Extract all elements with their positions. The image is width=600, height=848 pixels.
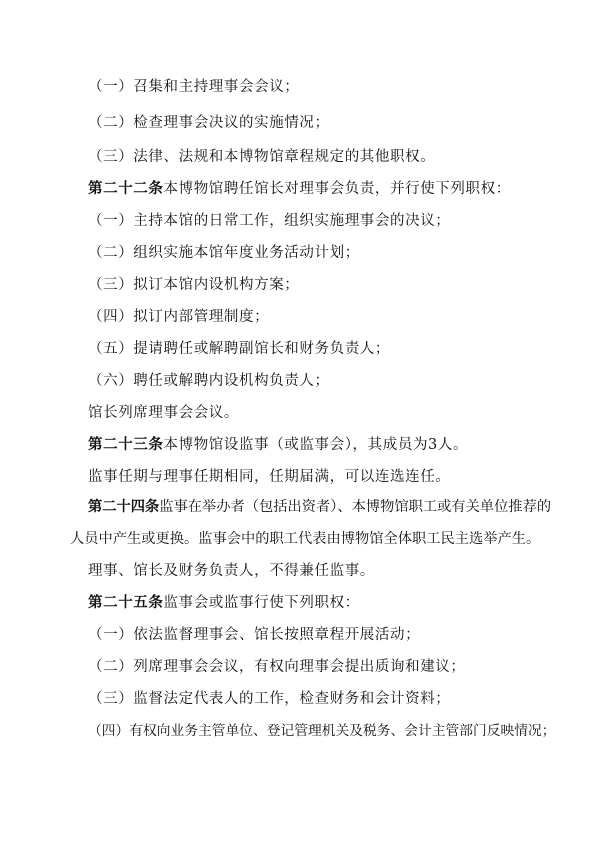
- paragraph-text: 监事任期与理事任期相同，任期届满，可以连选连任。: [88, 469, 451, 485]
- clause-text: （四）拟订内部管理制度；: [88, 309, 270, 325]
- clause-line: [88, 114, 330, 132]
- clause-line: [88, 658, 466, 676]
- clause-line: [88, 722, 556, 740]
- clause-line: [88, 276, 299, 294]
- clause-line: [88, 212, 450, 230]
- clause-text: （一）主持本馆的日常工作，组织实施理事会的决议；: [88, 213, 451, 229]
- clause-line: [88, 340, 390, 358]
- paragraph-text: 理事、馆长及财务负责人，不得兼任监事。: [88, 563, 375, 579]
- paragraph-text: 馆长列席理事会会议。: [88, 405, 239, 421]
- article-number: 第二十四条: [88, 499, 160, 515]
- paragraph-line: [70, 530, 540, 548]
- clause-line: [88, 372, 330, 390]
- paragraph-line: [88, 404, 239, 422]
- article-line: [88, 594, 360, 612]
- article-number: 第二十五条: [88, 594, 164, 611]
- article-text: 监事会或监事行使下列职权：: [163, 595, 360, 611]
- article-line: [88, 436, 468, 454]
- clause-line: [88, 78, 299, 96]
- paragraph-line: [88, 562, 375, 580]
- article-text: 本博物馆聘任馆长对理事会负责，并行使下列职权：: [163, 181, 511, 197]
- clause-text: （二）检查理事会决议的实施情况；: [88, 115, 330, 131]
- clause-text: （二）列席理事会会议，有权向理事会提出质询和建议；: [88, 659, 466, 675]
- clause-line: [88, 626, 420, 644]
- clause-line: [88, 244, 360, 262]
- clause-line: [88, 690, 450, 708]
- article-line: [88, 498, 551, 516]
- clause-text: （一）召集和主持理事会会议；: [88, 79, 300, 95]
- article-text: 监事在举办者（包括出资者）、本博物馆职工或有关单位推荐的: [159, 499, 552, 515]
- clause-text: （一）依法监督理事会、馆长按照章程开展活动；: [88, 627, 421, 643]
- paragraph-text: 人员中产生或更换。监事会中的职工代表由博物馆全体职工民主选举产生。: [70, 531, 541, 547]
- article-number: 第二十二条: [88, 180, 164, 197]
- clause-line: [88, 148, 435, 166]
- clause-text: （三）监督法定代表人的工作，检查财务和会计资料；: [88, 691, 451, 707]
- clause-text: （五）提请聘任或解聘副馆长和财务负责人；: [88, 341, 390, 357]
- clause-text: （六）聘任或解聘内设机构负责人；: [88, 373, 330, 389]
- clause-text: （三）法律、法规和本博物馆章程规定的其他职权。: [88, 149, 436, 165]
- clause-text: （四）有权向业务主管单位、登记管理机关及税务、会计主管部门反映情况；: [88, 723, 556, 739]
- article-text: 本博物馆设监事（或监事会），其成员为3人。: [163, 437, 469, 453]
- clause-text: （二）组织实施本馆年度业务活动计划；: [88, 245, 360, 261]
- clause-line: [88, 308, 269, 326]
- clause-text: （三）拟订本馆内设机构方案；: [88, 277, 300, 293]
- paragraph-line: [88, 468, 450, 486]
- article-number: 第二十三条: [88, 436, 164, 453]
- article-line: [88, 180, 511, 198]
